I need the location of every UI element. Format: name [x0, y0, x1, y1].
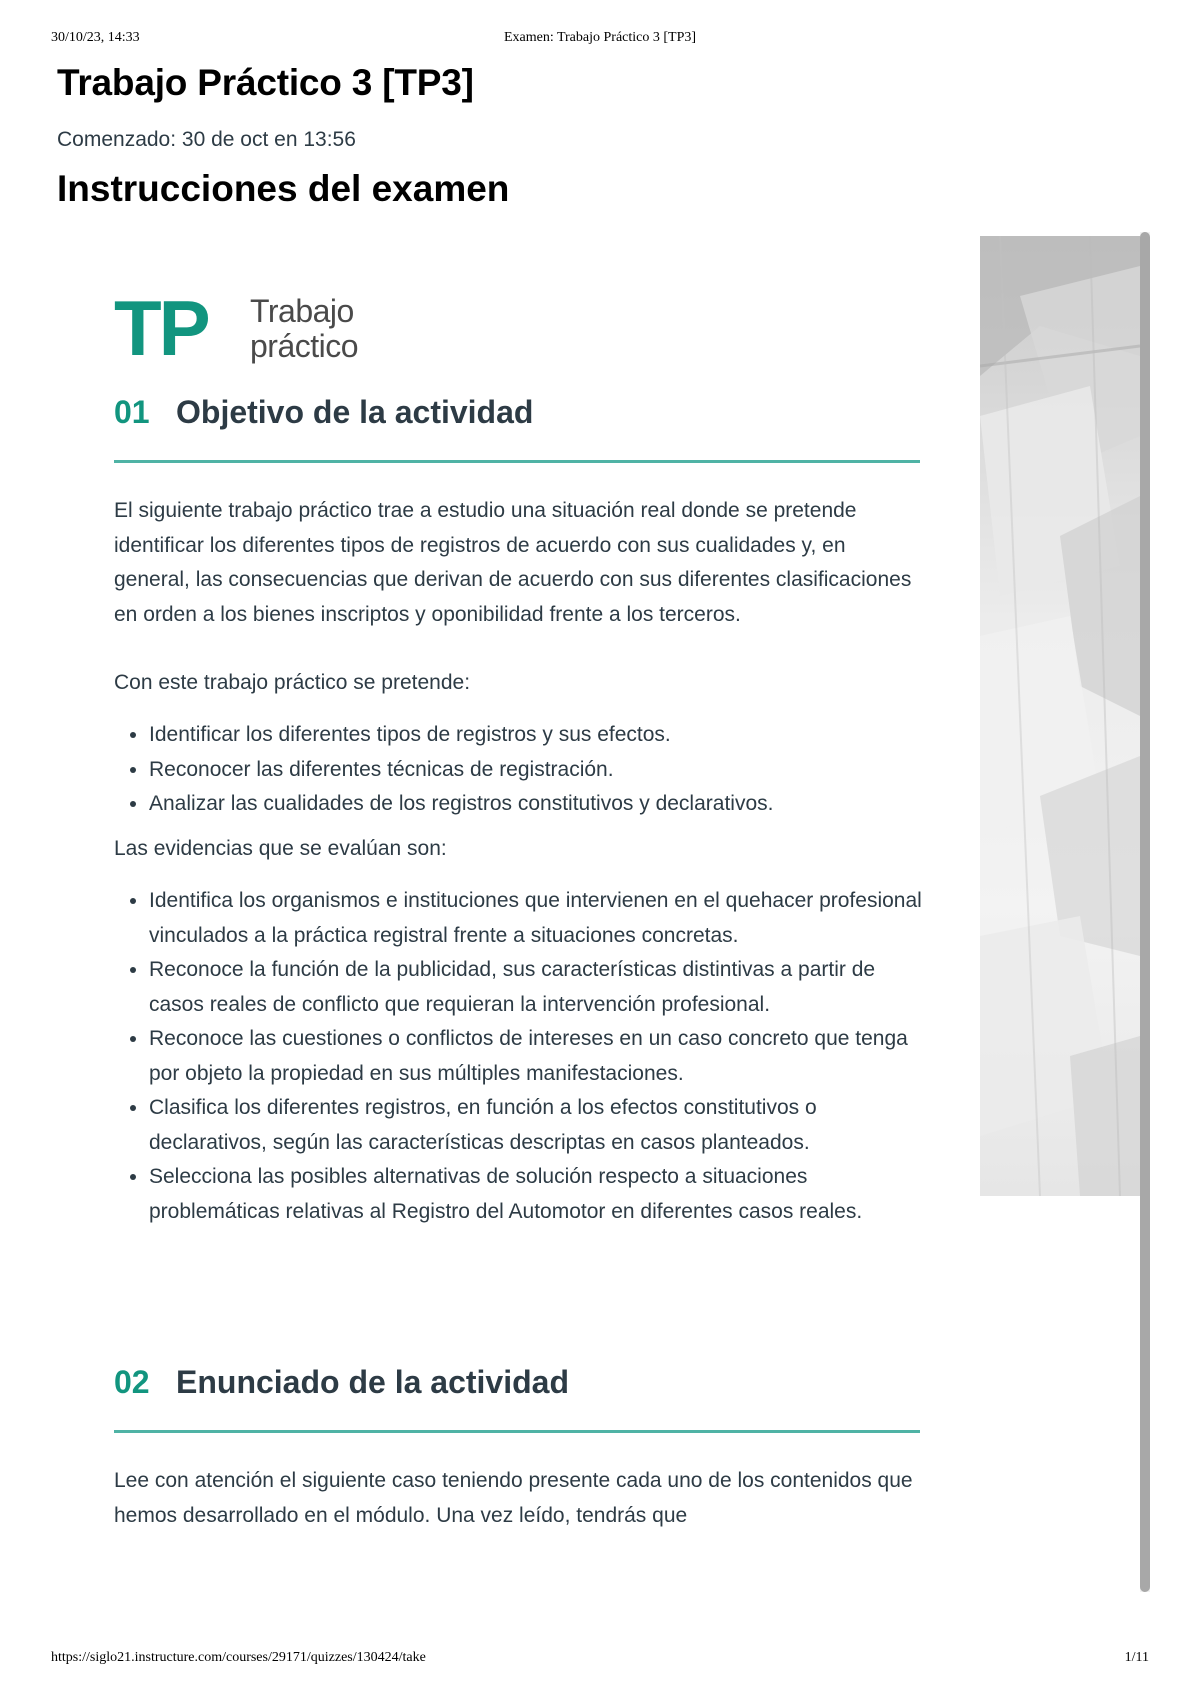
- section-title: Objetivo de la actividad: [176, 394, 534, 430]
- list-item: • Clasifica los diferentes registros, en función a los efectos constitutivos o declarativos, según las características descriptas en casos planteados.: [149, 1091, 924, 1160]
- quiz-started-time: Comenzado: 30 de oct en 13:56: [57, 128, 356, 151]
- objective-intro: El siguiente trabajo práctico trae a estudio una situación real donde se pretende identificar los diferentes tipos de registros de acuerdo con sus cualidades y, en general, las consecuencias que derivan de acuerdo con sus diferentes clasificaciones en orden a los bienes inscriptos y oponibilidad frente a los terceros.: [114, 499, 912, 626]
- aims-list: [114, 718, 924, 822]
- tp-logo-line1: Trabajo: [250, 293, 354, 329]
- print-datetime: 30/10/23, 14:33: [51, 30, 140, 45]
- evidence-list: [114, 884, 924, 1229]
- section-divider: [114, 460, 920, 463]
- aims-lead: Con este trabajo práctico se pretende:: [114, 671, 471, 694]
- tp-logo-letters: TP: [114, 284, 208, 372]
- section-divider: [114, 1430, 920, 1433]
- quiz-title: Trabajo Práctico 3 [TP3]: [57, 62, 474, 103]
- page-number: 1/11: [1124, 1650, 1149, 1665]
- instructions-heading: Instrucciones del examen: [57, 168, 510, 209]
- decorative-banner-image: [980, 236, 1140, 1196]
- section-number: 02: [114, 1364, 150, 1400]
- list-item: • Identifica los organismos e instituciones que intervienen en el quehacer profesional vinculados a la práctica registral frente a situaciones concretas.: [149, 884, 924, 953]
- page-url: https://siglo21.instructure.com/courses/29171/quizzes/130424/take: [51, 1650, 426, 1665]
- tp-logo-line2: práctico: [250, 328, 359, 364]
- list-item: • Selecciona las posibles alternativas de solución respecto a situaciones problemáticas relativas al Registro del Automotor en diferentes casos reales.: [149, 1160, 924, 1229]
- tp-logo-words: [250, 294, 358, 364]
- abstract-structure-graphic: [980, 236, 1140, 1196]
- scrollbar-thumb[interactable]: [1140, 232, 1150, 1592]
- list-item: • Reconoce la función de la publicidad, sus características distintivas a partir de casos reales de conflicto que requieran la intervención profesional.: [149, 953, 924, 1022]
- section-title: Enunciado de la actividad: [176, 1364, 569, 1400]
- statement-intro: Lee con atención el siguiente caso teniendo presente cada uno de los contenidos que hemos desarrollado en el módulo. Una vez leído, tendrás que: [114, 1469, 913, 1527]
- list-item: • Analizar las cualidades de los registros constitutivos y declarativos.: [149, 787, 924, 822]
- print-page-title: Examen: Trabajo Práctico 3 [TP3]: [503, 30, 697, 45]
- list-item: • Reconoce las cuestiones o conflictos de intereses en un caso concreto que tenga por objeto la propiedad en sus múltiples manifestaciones.: [149, 1022, 924, 1091]
- content-scrollbar[interactable]: [1140, 232, 1150, 1592]
- evidence-lead: Las evidencias que se evalúan son:: [114, 837, 447, 860]
- instructions-content-frame[interactable]: [57, 232, 1147, 1592]
- section-number: 01: [114, 394, 150, 430]
- list-item: • Reconocer las diferentes técnicas de registración.: [149, 753, 924, 788]
- list-item: • Identificar los diferentes tipos de registros y sus efectos.: [149, 718, 924, 753]
